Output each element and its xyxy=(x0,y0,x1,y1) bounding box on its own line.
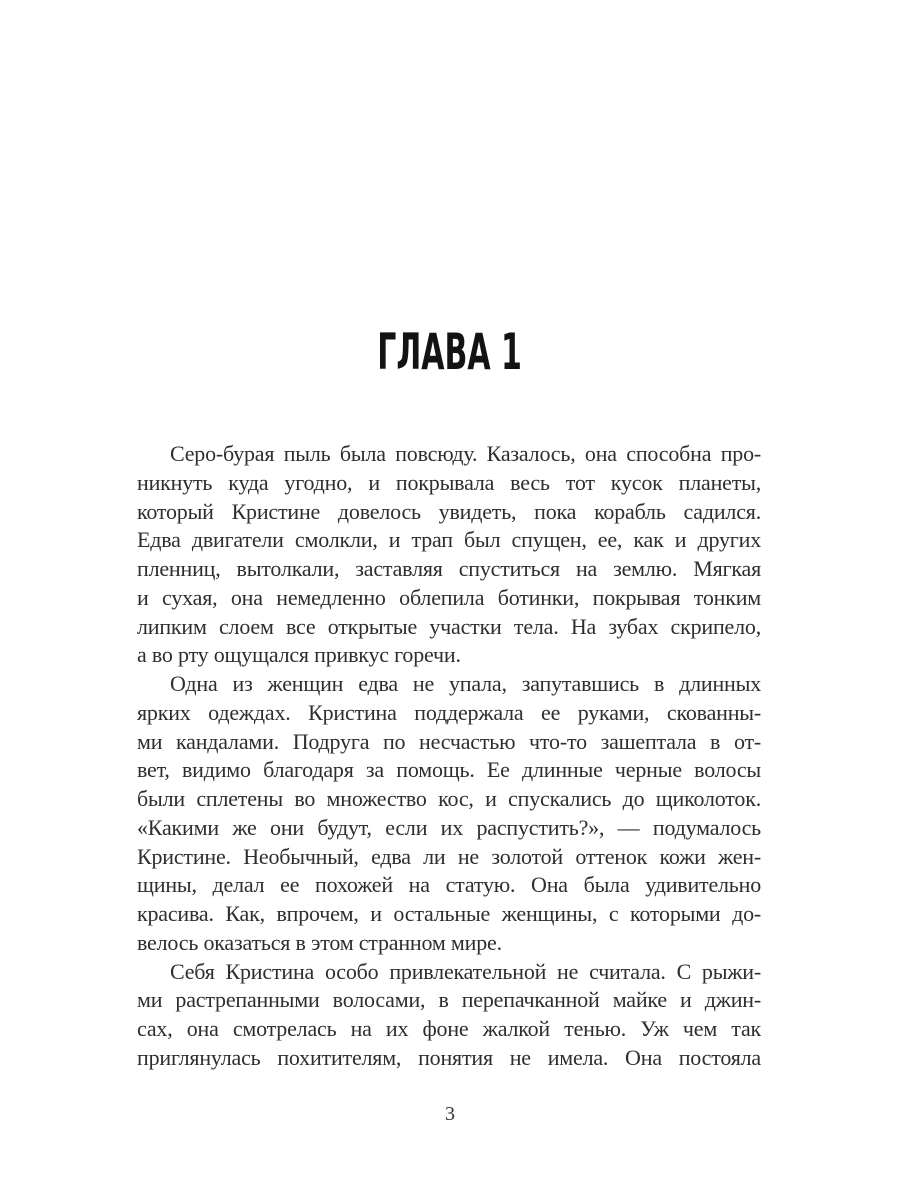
text-block xyxy=(137,440,761,1073)
paragraph xyxy=(137,670,761,958)
text-line: Серо-бурая пыль была повсюду. Казалось, она способна про- xyxy=(170,441,761,466)
text-line: сах, она смотрелась на их фоне жалкой тенью. Уж чем так xyxy=(137,1016,761,1041)
text-line: «Какими же они будут, если их распустить?», — подумалось xyxy=(137,814,761,840)
text-line: Одна из женщин едва не упала, запутавшись в длинных xyxy=(170,671,761,696)
text-line: велось оказаться в этом странном мире. xyxy=(137,929,502,955)
text-line: приглянулась похитителям, понятия не имела. Она постояла xyxy=(137,1044,761,1070)
text-line: а во рту ощущался привкус горечи. xyxy=(137,642,461,668)
text-line: были сплетены во множество кос, и спускались до щиколоток. xyxy=(137,786,761,811)
text-line: Едва двигатели смолкли, и трап был спущен, ее, как и других xyxy=(137,527,761,553)
text-line: ми кандалами. Подруга по несчастью что-то зашептала в от- xyxy=(137,728,761,754)
text-line: липким слоем все открытые участки тела. На зубах скрипело, xyxy=(137,613,761,639)
paragraph xyxy=(137,958,761,1073)
text-line: никнуть куда угодно, и покрывала весь тот кусок планеты, xyxy=(137,469,761,495)
text-line: вет, видимо благодаря за помощь. Ее длинные черные волосы xyxy=(137,757,761,783)
text-line: Себя Кристина особо привлекательной не считала. С рыжи- xyxy=(170,958,761,984)
text-line: ярких одеждах. Кристина поддержала ее руками, скованны- xyxy=(137,699,761,725)
chapter-title-text: ГЛАВА 1 xyxy=(377,323,523,381)
paragraph xyxy=(137,440,761,670)
chapter-title xyxy=(0,323,900,381)
text-line: пленниц, вытолкали, заставляя спуститься на землю. Мягкая xyxy=(137,556,761,581)
text-line: Кристине. Необычный, едва ли не золотой оттенок кожи жен- xyxy=(137,843,761,869)
text-line: и сухая, она немедленно облепила ботинки, покрывая тонким xyxy=(137,584,761,610)
page-number: 3 xyxy=(445,1103,455,1125)
text-line: который Кристине довелось увидеть, пока корабль садился. xyxy=(137,498,761,524)
text-line: щины, делал ее похожей на статую. Она была удивительно xyxy=(137,872,761,898)
text-line: ми растрепанными волосами, в перепачканной майке и джин- xyxy=(137,987,761,1013)
text-line: красива. Как, впрочем, и остальные женщины, с которыми до- xyxy=(137,901,761,926)
